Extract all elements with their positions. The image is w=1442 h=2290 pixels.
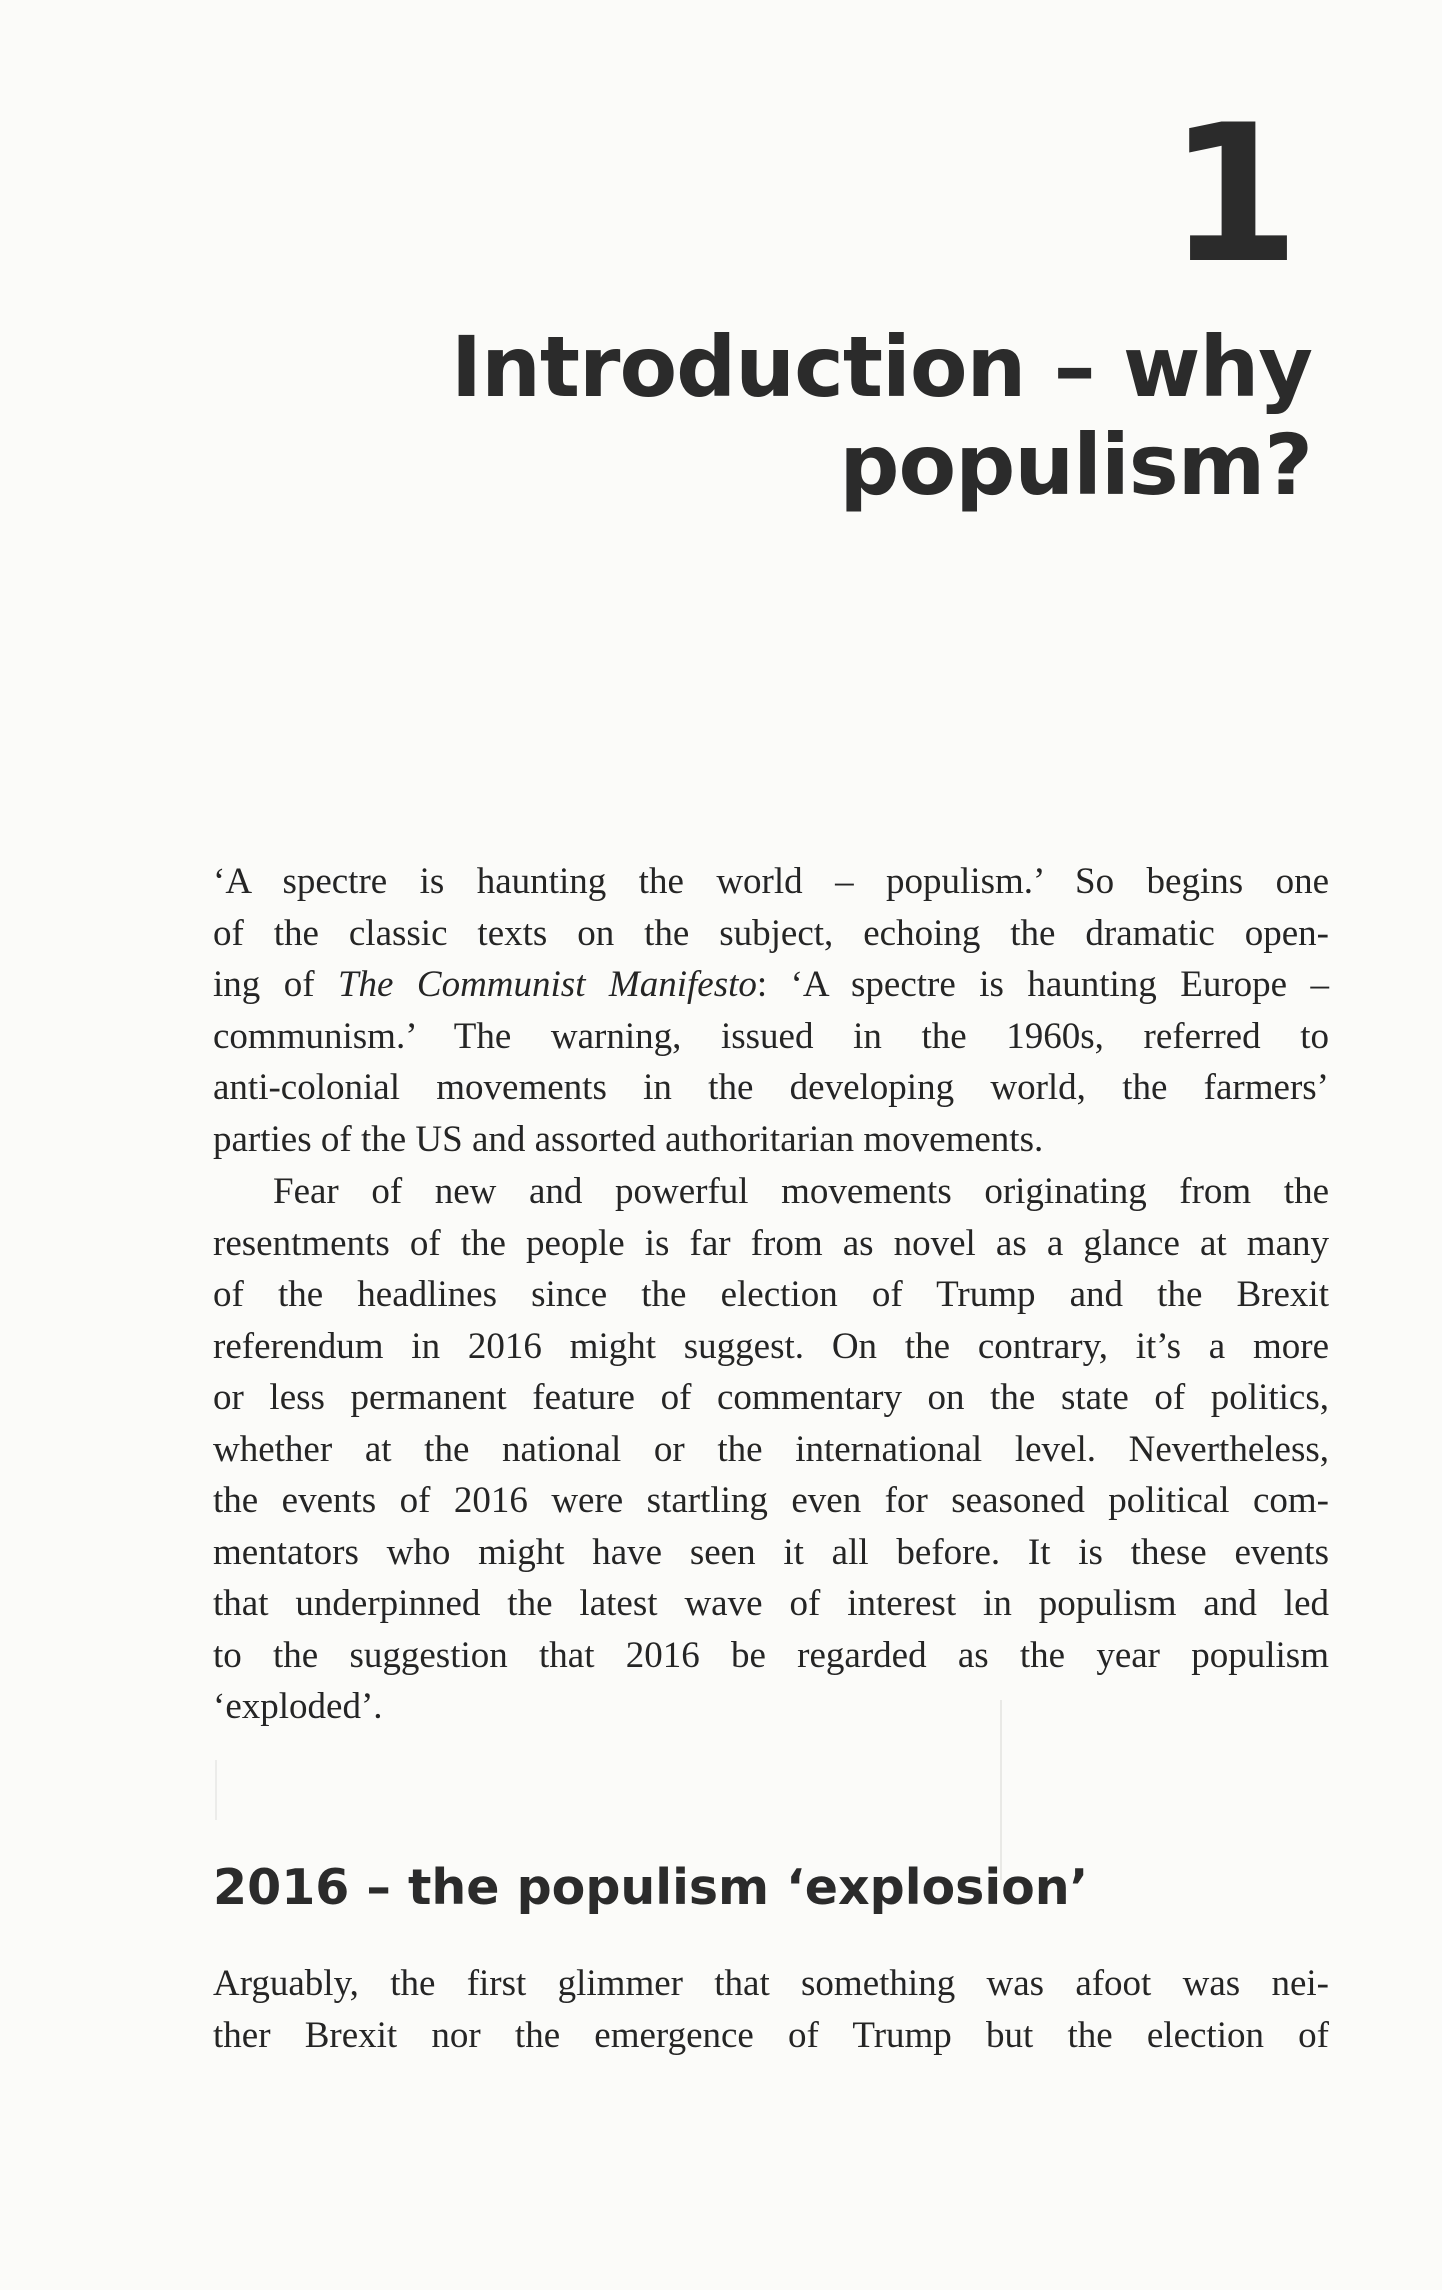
chapter-title-line: populism? xyxy=(839,416,1312,514)
text-line: Fear of new and powerful movements originating from the xyxy=(273,1171,1329,1212)
text-line: the events of 2016 were startling even for seasoned political com- xyxy=(213,1480,1329,1521)
text-line: of the headlines since the election of Trump and the Brexit xyxy=(213,1274,1329,1315)
text-line: ‘exploded’. xyxy=(213,1686,383,1727)
text-line: mentators who might have seen it all before. It is these events xyxy=(213,1531,1329,1573)
paragraph-intro xyxy=(213,856,1329,1165)
text-line: that underpinned the latest wave of interest in populism and led xyxy=(213,1583,1329,1624)
text-line: anti-colonial movements in the developing world, the farmers’ xyxy=(213,1067,1329,1108)
text-line: to the suggestion that 2016 be regarded as the year populism xyxy=(213,1634,1329,1676)
text-run: : ‘A spectre is haunting Europe – xyxy=(756,964,1330,1005)
text-line: referendum in 2016 might suggest. On the contrary, it’s a more xyxy=(213,1325,1329,1367)
text-line: or less permanent feature of commentary on the state of politics, xyxy=(213,1377,1329,1418)
text-run: ing of xyxy=(213,964,338,1005)
text-line: of the classic texts on the subject, echoing the dramatic open- xyxy=(213,912,1329,954)
text-line: whether at the national or the international level. Nevertheless, xyxy=(213,1428,1329,1470)
text-line xyxy=(213,959,1329,1011)
chapter-title xyxy=(212,318,1312,514)
section-heading: 2016 – the populism ‘explosion’ xyxy=(213,1859,1089,1916)
text-line: Arguably, the first glimmer that something was afoot was nei- xyxy=(213,1963,1329,2004)
chapter-title-line: Introduction – why xyxy=(450,318,1312,416)
text-line: resentments of the people is far from as novel as a glance at many xyxy=(213,1222,1329,1264)
paragraph-arguably xyxy=(213,1958,1329,2061)
text-line: ther Brexit nor the emergence of Trump but the election of xyxy=(213,2014,1329,2056)
text-line: parties of the US and assorted authoritarian movements. xyxy=(213,1118,1044,1160)
paragraph-fear xyxy=(213,1166,1329,1733)
book-title: The Communist Manifesto xyxy=(337,964,757,1005)
text-line: ‘A spectre is haunting the world – populism.’ So begins one xyxy=(213,861,1329,902)
text-line: communism.’ The warning, issued in the 1960s, referred to xyxy=(213,1015,1329,1057)
scan-mark xyxy=(215,1760,217,1820)
chapter-number: 1 xyxy=(1167,84,1300,305)
